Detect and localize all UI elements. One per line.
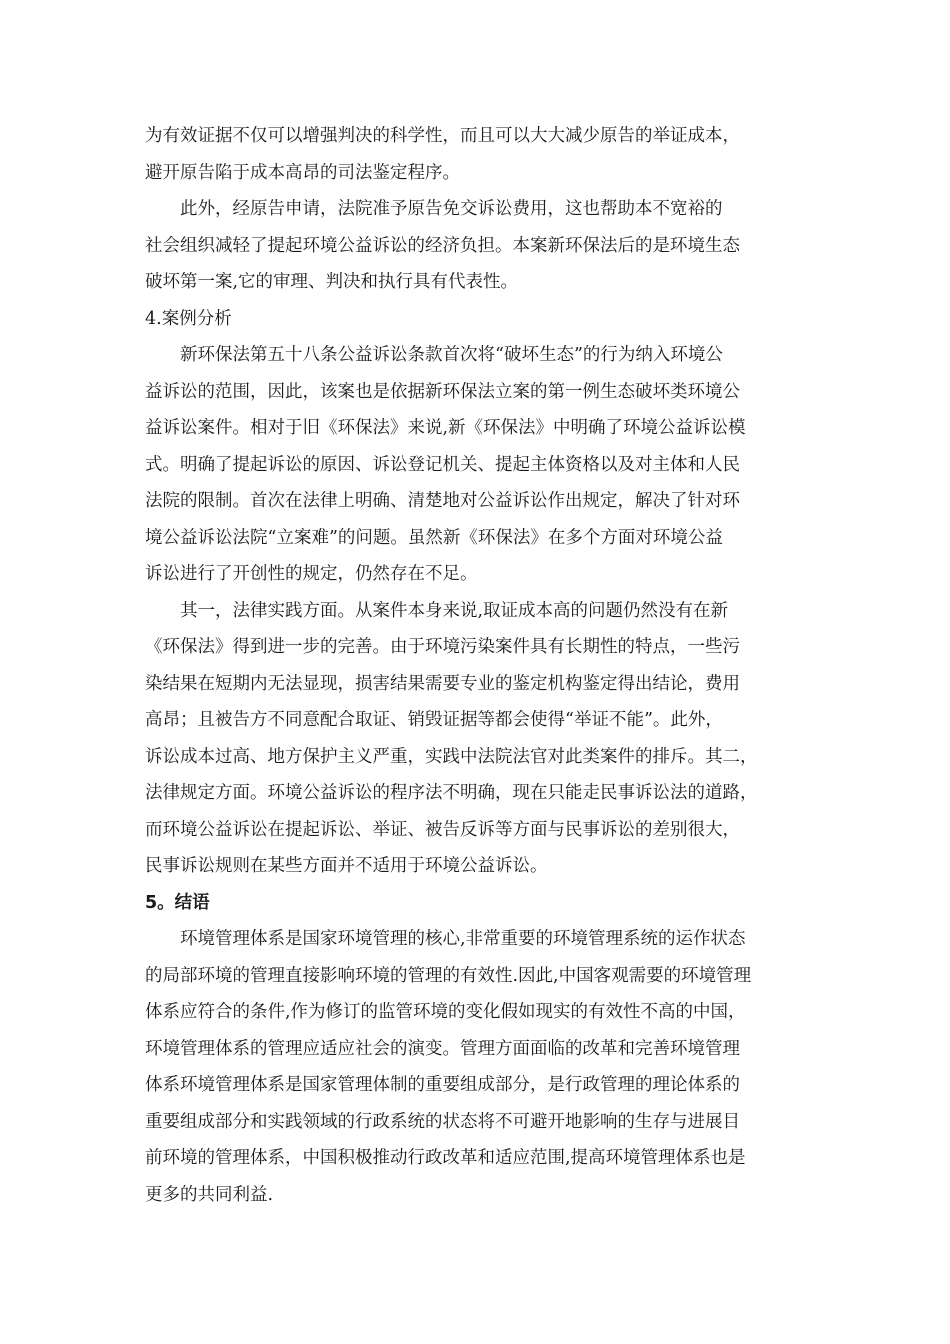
text-line: 新环保法第五十八条公益诉讼条款首次将“破坏生态”的行为纳入环境公 [145,345,723,365]
section-heading-conclusion: 5。结语 [145,892,210,913]
text-line: 法院的限制。首次在法律上明确、清楚地对公益诉讼作出规定，解决了针对环 [145,491,740,511]
text-line: 法律规定方面。环境公益诉讼的程序法不明确，现在只能走民事诉讼法的道路， [145,783,758,803]
text-line: 前环境的管理体系，中国积极推动行政改革和适应范围,提高环境管理体系也是 [145,1148,746,1168]
document-body [145,118,810,1213]
text-line: 体系应符合的条件,作为修订的监管环境的变化假如现实的有效性不高的中国， [145,1002,746,1022]
text-line: 而环境公益诉讼在提起诉讼、举证、被告反诉等方面与民事诉讼的差别很大， [145,819,740,840]
text-line: 为有效证据不仅可以增强判决的科学性，而且可以大大减少原告的举证成本， [145,126,740,146]
text-line: 体系环境管理体系是国家管理体制的重要组成部分，是行政管理的理论体系的 [145,1075,740,1095]
text-line: 环境管理体系是国家环境管理的核心,非常重要的环境管理系统的运作状态 [145,929,746,949]
text-line: 其一，法律实践方面。从案件本身来说,取证成本高的问题仍然没有在新 [145,600,729,621]
text-line: 式。明确了提起诉讼的原因、诉讼登记机关、提起主体资格以及对主体和人民 [145,454,740,475]
text-line: 重要组成部分和实践领域的行政系统的状态将不可避开地影响的生存与进展目 [145,1111,740,1132]
text-line: 高昂；且被告方不同意配合取证、销毁证据等都会使得“举证不能”。此外， [145,710,723,730]
text-line: 民事诉讼规则在某些方面并不适用于环境公益诉讼。 [145,856,548,876]
section-heading-case-analysis: 4.案例分析 [145,308,232,329]
text-line: 益诉讼案件。相对于旧《环保法》来说,新《环保法》中明确了环境公益诉讼模 [145,418,746,438]
text-line: 社会组织减轻了提起环境公益诉讼的经济负担。本案新环保法后的是环境生态 [145,235,740,256]
text-line: 诉讼进行了开创性的规定，仍然存在不足。 [145,564,478,584]
text-line: 的局部环境的管理直接影响环境的管理的有效性.因此,中国客观需要的环境管理 [145,965,752,986]
text-line: 环境管理体系的管理应适应社会的演变。管理方面面临的改革和完善环境管理 [145,1038,740,1059]
text-line: 破坏第一案,它的审理、判决和执行具有代表性。 [145,272,519,292]
text-line: 益诉讼的范围，因此，该案也是依据新环保法立案的第一例生态破坏类环境公 [145,381,740,402]
text-line: 避开原告陷于成本高昂的司法鉴定程序。 [145,162,460,183]
text-line: 《环保法》得到进一步的完善。由于环境污染案件具有长期性的特点，一些污 [145,637,740,657]
text-line: 诉讼成本过高、地方保护主义严重，实践中法院法官对此类案件的排斥。其二， [145,746,758,767]
text-line: 境公益诉讼法院“立案难”的问题。虽然新《环保法》在多个方面对环境公益 [145,527,723,548]
text-line: 更多的共同利益. [145,1184,274,1205]
text-line: 此外，经原告申请，法院准予原告免交诉讼费用，这也帮助本不宽裕的 [145,199,723,219]
text-line: 染结果在短期内无法显现，损害结果需要专业的鉴定机构鉴定得出结论，费用 [145,673,740,694]
